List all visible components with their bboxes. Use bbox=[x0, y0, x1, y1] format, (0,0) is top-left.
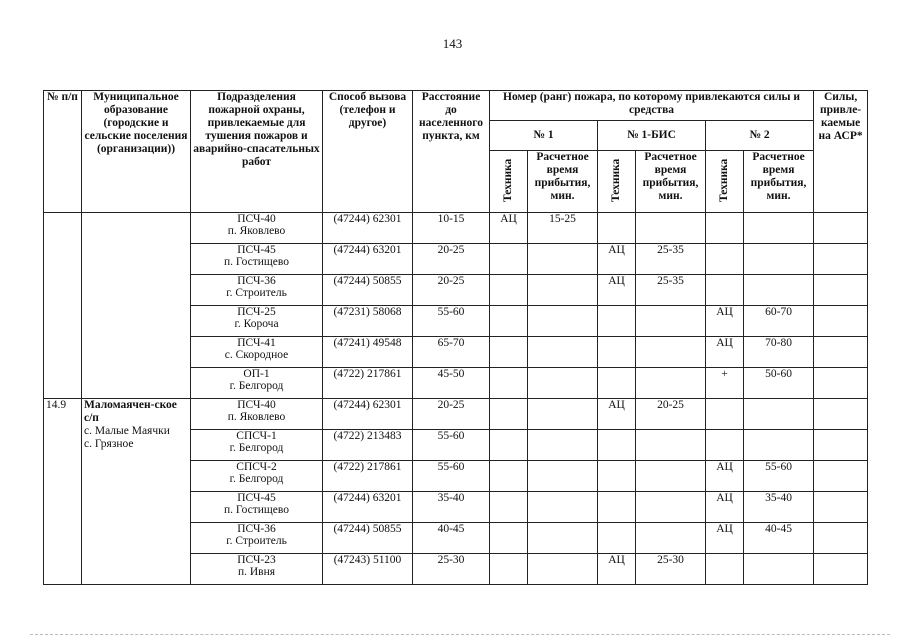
unit-name: ПСЧ-40 bbox=[237, 213, 276, 225]
distance-cell: 45-50 bbox=[413, 368, 490, 399]
unit-location: п. Яковлево bbox=[227, 411, 286, 423]
rank1bis-time-cell bbox=[636, 213, 706, 244]
rank2-time-cell bbox=[744, 554, 814, 585]
rank2-tech-cell: АЦ bbox=[706, 523, 744, 554]
distance-cell: 20-25 bbox=[413, 399, 490, 430]
rank1-time-cell bbox=[528, 492, 598, 523]
unit-name: ПСЧ-25 bbox=[237, 306, 276, 318]
distance-cell: 55-60 bbox=[413, 461, 490, 492]
rank-1-header: № 1 bbox=[490, 121, 598, 151]
unit-location: п. Гостищево bbox=[224, 256, 289, 268]
rank2-tech-cell bbox=[706, 275, 744, 306]
phone-cell: (47243) 51100 bbox=[323, 554, 413, 585]
municipal-cell bbox=[82, 399, 191, 585]
rank1bis-time-cell: 25-30 bbox=[636, 554, 706, 585]
rank1-tech-cell bbox=[490, 554, 528, 585]
phone-cell: (47244) 50855 bbox=[323, 523, 413, 554]
distance-cell: 55-60 bbox=[413, 306, 490, 337]
rank2-tech-cell: АЦ bbox=[706, 337, 744, 368]
rank-2-header: № 2 bbox=[706, 121, 814, 151]
rank2-time-cell: 55-60 bbox=[744, 461, 814, 492]
rank1bis-tech-cell bbox=[598, 492, 636, 523]
col-header-asr: Силы, привле-каемые на АСР* bbox=[814, 91, 868, 213]
unit-name: СПСЧ-1 bbox=[236, 430, 277, 442]
unit-location: г. Строитель bbox=[226, 535, 287, 547]
asr-cell bbox=[814, 306, 868, 337]
rank1-tech-cell bbox=[490, 337, 528, 368]
unit-cell bbox=[191, 337, 323, 368]
unit-location: г. Белгород bbox=[229, 380, 284, 392]
unit-name: ПСЧ-41 bbox=[237, 337, 276, 349]
phone-cell: (47241) 49548 bbox=[323, 337, 413, 368]
distance-cell: 65-70 bbox=[413, 337, 490, 368]
unit-cell bbox=[191, 244, 323, 275]
asr-cell bbox=[814, 368, 868, 399]
col-header-rank: Номер (ранг) пожара, по которому привлекаются силы и средства bbox=[490, 91, 814, 121]
rank1-tech-cell bbox=[490, 275, 528, 306]
asr-cell bbox=[814, 213, 868, 244]
rank1-tech-cell bbox=[490, 244, 528, 275]
rank1-time-cell bbox=[528, 430, 598, 461]
distance-cell: 20-25 bbox=[413, 244, 490, 275]
municipal-name: Маломаячен-ское с/п bbox=[84, 399, 177, 424]
rank1bis-tech-cell: АЦ bbox=[598, 554, 636, 585]
phone-cell: (47231) 58068 bbox=[323, 306, 413, 337]
unit-cell bbox=[191, 306, 323, 337]
rank1-tech-cell: АЦ bbox=[490, 213, 528, 244]
unit-name: ПСЧ-36 bbox=[237, 523, 276, 535]
rank1-time-cell bbox=[528, 554, 598, 585]
rank1bis-time-cell bbox=[636, 306, 706, 337]
unit-cell bbox=[191, 399, 323, 430]
table-row bbox=[44, 213, 868, 244]
asr-cell bbox=[814, 492, 868, 523]
asr-cell bbox=[814, 523, 868, 554]
phone-cell: (47244) 50855 bbox=[323, 275, 413, 306]
table-body bbox=[44, 213, 868, 585]
municipal-settlements: с. Малые Маячки с. Грязное bbox=[84, 425, 170, 450]
rank1-time-cell bbox=[528, 306, 598, 337]
col-header-num: № п/п bbox=[44, 91, 82, 213]
unit-cell bbox=[191, 523, 323, 554]
asr-cell bbox=[814, 430, 868, 461]
distance-cell: 10-15 bbox=[413, 213, 490, 244]
rank2-time-cell: 40-45 bbox=[744, 523, 814, 554]
unit-name: ОП-1 bbox=[243, 368, 270, 380]
rank1bis-tech-cell bbox=[598, 523, 636, 554]
rank2-tech-cell: + bbox=[706, 368, 744, 399]
rank1-time-cell bbox=[528, 337, 598, 368]
unit-location: п. Гостищево bbox=[224, 504, 289, 516]
asr-cell bbox=[814, 399, 868, 430]
unit-cell bbox=[191, 554, 323, 585]
distance-cell: 25-30 bbox=[413, 554, 490, 585]
phone-cell: (4722) 217861 bbox=[323, 461, 413, 492]
unit-cell bbox=[191, 430, 323, 461]
rank1-tech-cell bbox=[490, 368, 528, 399]
unit-location: с. Скородное bbox=[224, 349, 289, 361]
rank2-time-cell bbox=[744, 430, 814, 461]
row-number-cell: 14.9 bbox=[44, 399, 82, 585]
rank1bis-time-cell: 25-35 bbox=[636, 275, 706, 306]
distance-cell: 40-45 bbox=[413, 523, 490, 554]
rank1bis-time-cell: 20-25 bbox=[636, 399, 706, 430]
rank1-tech-cell bbox=[490, 523, 528, 554]
rank1-tech-cell bbox=[490, 399, 528, 430]
rank2-time-cell bbox=[744, 244, 814, 275]
rank2-time-cell: 50-60 bbox=[744, 368, 814, 399]
rank2-tech-cell: АЦ bbox=[706, 461, 744, 492]
rank2-time-cell: 35-40 bbox=[744, 492, 814, 523]
rank2-tech-cell: АЦ bbox=[706, 492, 744, 523]
unit-cell bbox=[191, 368, 323, 399]
row-number-cell bbox=[44, 213, 82, 399]
rank1-tech-cell bbox=[490, 430, 528, 461]
unit-name: ПСЧ-45 bbox=[237, 492, 276, 504]
rank1-time-cell bbox=[528, 461, 598, 492]
col-header-municipal: Муниципальное образование (городские и сельские поселения (организации)) bbox=[82, 91, 191, 213]
rank2-time-cell: 60-70 bbox=[744, 306, 814, 337]
asr-cell bbox=[814, 337, 868, 368]
phone-cell: (47244) 62301 bbox=[323, 213, 413, 244]
page-bottom-divider bbox=[30, 634, 890, 635]
time-header: Расчетное время прибытия, мин. bbox=[636, 151, 706, 213]
rank2-tech-cell bbox=[706, 399, 744, 430]
rank1bis-tech-cell bbox=[598, 337, 636, 368]
distance-cell: 35-40 bbox=[413, 492, 490, 523]
rank2-tech-cell bbox=[706, 430, 744, 461]
distance-cell: 55-60 bbox=[413, 430, 490, 461]
time-header: Расчетное время прибытия, мин. bbox=[528, 151, 598, 213]
rank1-time-cell bbox=[528, 368, 598, 399]
asr-cell bbox=[814, 461, 868, 492]
rank1bis-tech-cell bbox=[598, 461, 636, 492]
rank2-time-cell bbox=[744, 399, 814, 430]
unit-location: г. Белгород bbox=[229, 473, 284, 485]
col-header-units: Подразделения пожарной охраны, привлекаемые для тушения пожаров и аварийно-спасательных работ bbox=[191, 91, 323, 213]
rank1-tech-cell bbox=[490, 461, 528, 492]
rank1bis-tech-cell bbox=[598, 213, 636, 244]
phone-cell: (4722) 213483 bbox=[323, 430, 413, 461]
col-header-call: Способ вызова (телефон и другое) bbox=[323, 91, 413, 213]
page-number: 143 bbox=[442, 36, 463, 51]
rank2-time-cell: 70-80 bbox=[744, 337, 814, 368]
asr-cell bbox=[814, 275, 868, 306]
unit-location: п. Ивня bbox=[237, 566, 276, 578]
rank1bis-time-cell bbox=[636, 461, 706, 492]
unit-location: г. Короча bbox=[234, 318, 279, 330]
tech-header: Техника bbox=[502, 157, 514, 202]
rank1-time-cell bbox=[528, 244, 598, 275]
rank1bis-tech-cell: АЦ bbox=[598, 244, 636, 275]
col-header-distance: Расстояние до населенного пункта, км bbox=[413, 91, 490, 213]
unit-cell bbox=[191, 492, 323, 523]
rank2-time-cell bbox=[744, 213, 814, 244]
unit-location: п. Яковлево bbox=[227, 225, 286, 237]
rank1bis-tech-cell bbox=[598, 306, 636, 337]
time-header: Расчетное время прибытия, мин. bbox=[744, 151, 814, 213]
rank1-time-cell bbox=[528, 399, 598, 430]
fire-forces-table bbox=[43, 90, 868, 585]
asr-cell bbox=[814, 244, 868, 275]
table-header bbox=[44, 91, 868, 213]
rank1bis-time-cell bbox=[636, 337, 706, 368]
rank1-tech-cell bbox=[490, 492, 528, 523]
rank2-tech-cell: АЦ bbox=[706, 306, 744, 337]
municipal-cell bbox=[82, 213, 191, 399]
rank1-time-cell: 15-25 bbox=[528, 213, 598, 244]
phone-cell: (47244) 62301 bbox=[323, 399, 413, 430]
rank1bis-time-cell bbox=[636, 368, 706, 399]
rank1-time-cell bbox=[528, 523, 598, 554]
distance-cell: 20-25 bbox=[413, 275, 490, 306]
rank1bis-time-cell bbox=[636, 492, 706, 523]
phone-cell: (47244) 63201 bbox=[323, 244, 413, 275]
table-row bbox=[44, 399, 868, 430]
unit-name: ПСЧ-40 bbox=[237, 399, 276, 411]
unit-name: ПСЧ-45 bbox=[237, 244, 276, 256]
unit-cell bbox=[191, 461, 323, 492]
phone-cell: (4722) 217861 bbox=[323, 368, 413, 399]
rank2-tech-cell bbox=[706, 213, 744, 244]
unit-cell bbox=[191, 213, 323, 244]
rank2-time-cell bbox=[744, 275, 814, 306]
unit-name: СПСЧ-2 bbox=[236, 461, 277, 473]
rank1bis-time-cell bbox=[636, 523, 706, 554]
unit-location: г. Строитель bbox=[226, 287, 287, 299]
unit-name: ПСЧ-36 bbox=[237, 275, 276, 287]
rank1bis-time-cell bbox=[636, 430, 706, 461]
unit-name: ПСЧ-23 bbox=[237, 554, 276, 566]
unit-cell bbox=[191, 275, 323, 306]
rank1-time-cell bbox=[528, 275, 598, 306]
phone-cell: (47244) 63201 bbox=[323, 492, 413, 523]
tech-header: Техника bbox=[610, 157, 622, 202]
unit-location: г. Белгород bbox=[229, 442, 284, 454]
rank1bis-tech-cell: АЦ bbox=[598, 275, 636, 306]
rank-1bis-header: № 1-БИС bbox=[598, 121, 706, 151]
asr-cell bbox=[814, 554, 868, 585]
rank1-tech-cell bbox=[490, 306, 528, 337]
rank1bis-tech-cell: АЦ bbox=[598, 399, 636, 430]
rank1bis-time-cell: 25-35 bbox=[636, 244, 706, 275]
rank2-tech-cell bbox=[706, 244, 744, 275]
tech-header: Техника bbox=[718, 157, 730, 202]
rank1bis-tech-cell bbox=[598, 368, 636, 399]
rank1bis-tech-cell bbox=[598, 430, 636, 461]
rank2-tech-cell bbox=[706, 554, 744, 585]
